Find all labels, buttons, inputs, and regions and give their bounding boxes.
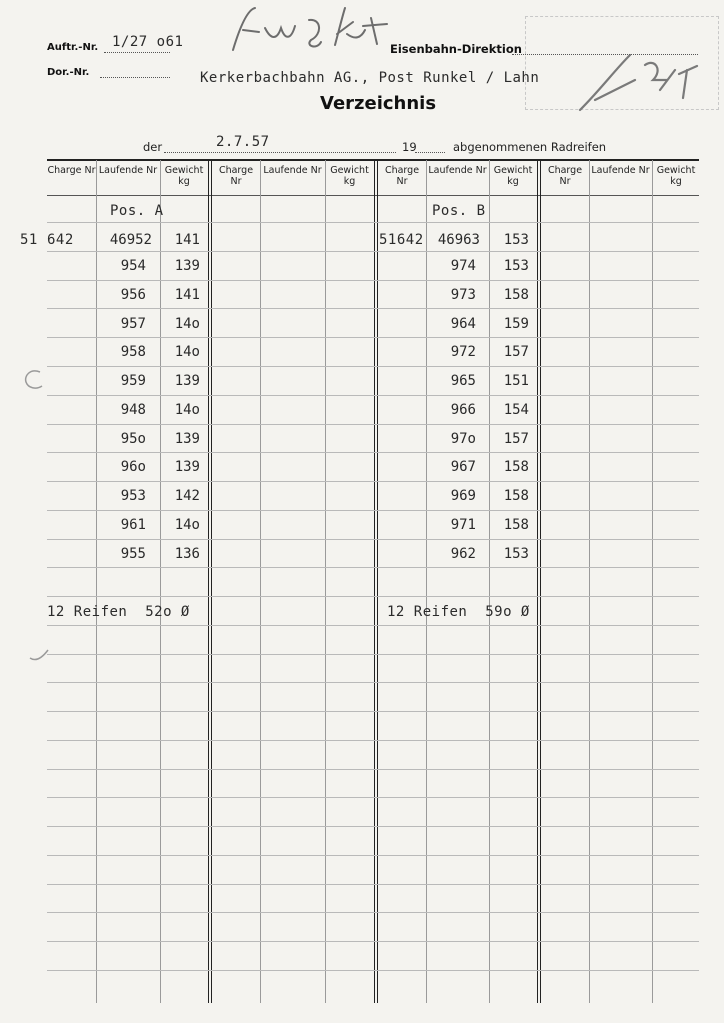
header-gewicht: Gewicht kg: [656, 165, 696, 187]
row-line: [47, 424, 699, 425]
company-line: Kerkerbachbahn AG., Post Runkel / Lahn: [200, 70, 540, 86]
gewicht-cell: 14o: [174, 402, 200, 418]
laufende-cell: 962: [450, 546, 476, 562]
col-sep: [652, 160, 653, 1003]
row-line: [47, 682, 699, 683]
gewicht-cell: 141: [174, 232, 200, 248]
row-line: [47, 769, 699, 770]
header-charge: Charge Nr: [218, 165, 254, 187]
summary-a: 12 Reifen 52o Ø: [47, 604, 190, 620]
gewicht-cell: 158: [503, 459, 529, 475]
row-line: [47, 251, 699, 252]
group-sep: [374, 160, 378, 1003]
pos-a-label: Pos. A: [110, 203, 164, 219]
gewicht-cell: 159: [503, 316, 529, 332]
gewicht-cell: 14o: [174, 517, 200, 533]
dor-dots: [100, 76, 170, 78]
gewicht-cell: 139: [174, 373, 200, 389]
laufende-cell: 964: [450, 316, 476, 332]
row-line: [47, 970, 699, 971]
date-dots: [164, 151, 396, 153]
handwritten-note: [575, 40, 705, 120]
gewicht-cell: 153: [503, 546, 529, 562]
dor-label: Dor.-Nr.: [47, 67, 90, 78]
summary-b: 12 Reifen 59o Ø: [387, 604, 530, 620]
laufende-cell: 948: [120, 402, 146, 418]
table-top-rule: [47, 159, 699, 161]
laufende-cell: 97o: [450, 431, 476, 447]
gewicht-cell: 158: [503, 287, 529, 303]
laufende-cell: 958: [120, 344, 146, 360]
header-laufende: Laufende Nr: [591, 165, 650, 176]
laufende-cell: 96o: [120, 459, 146, 475]
row-line: [47, 452, 699, 453]
row-line: [47, 941, 699, 942]
charge-value: 642: [47, 232, 74, 248]
row-line: [47, 711, 699, 712]
header-gewicht: Gewicht kg: [330, 165, 369, 187]
gewicht-cell: 139: [174, 431, 200, 447]
auftr-value: 1/27 o61: [112, 34, 184, 50]
gewicht-cell: 136: [174, 546, 200, 562]
charge-prefix: 51: [20, 232, 38, 248]
row-line: [47, 337, 699, 338]
header-laufende: Laufende Nr: [263, 165, 322, 176]
row-line: [47, 366, 699, 367]
row-line: [47, 539, 699, 540]
gewicht-cell: 142: [174, 488, 200, 504]
laufende-cell: 954: [120, 258, 146, 274]
gewicht-cell: 158: [503, 488, 529, 504]
row-line: [47, 826, 699, 827]
year-dots: [415, 151, 445, 153]
gewicht-cell: 157: [503, 344, 529, 360]
gewicht-cell: 14o: [174, 316, 200, 332]
laufende-cell: 973: [450, 287, 476, 303]
laufende-cell: 956: [120, 287, 146, 303]
row-line: [47, 510, 699, 511]
gewicht-cell: 153: [503, 232, 529, 248]
col-sep: [589, 160, 590, 1003]
header-laufende: Laufende Nr: [98, 165, 158, 176]
gewicht-cell: 153: [503, 258, 529, 274]
row-line: [47, 855, 699, 856]
gewicht-cell: 139: [174, 258, 200, 274]
auftr-label: Auftr.-Nr.: [47, 42, 99, 53]
laufende-cell: 972: [450, 344, 476, 360]
header-charge: Charge Nr: [547, 165, 583, 187]
gewicht-cell: 151: [503, 373, 529, 389]
laufende-cell: 953: [120, 488, 146, 504]
laufende-cell: 971: [450, 517, 476, 533]
charge-value: 51642: [379, 232, 424, 248]
row-line: [47, 625, 699, 626]
laufende-cell: 967: [450, 459, 476, 475]
page-title: Verzeichnis: [320, 93, 437, 114]
gewicht-cell: 157: [503, 431, 529, 447]
row-line: [47, 740, 699, 741]
laufende-cell: 46963: [437, 232, 480, 248]
header-laufende: Laufende Nr: [428, 165, 487, 176]
direktion-dots: [512, 53, 698, 55]
row-line: [47, 481, 699, 482]
header-charge: Charge Nr: [47, 165, 96, 176]
date-value: 2.7.57: [216, 134, 270, 150]
row-line: [47, 567, 699, 568]
row-line: [47, 797, 699, 798]
gewicht-cell: 141: [174, 287, 200, 303]
header-gewicht: Gewicht kg: [493, 165, 533, 187]
laufende-cell: 95o: [120, 431, 146, 447]
col-sep: [325, 160, 326, 1003]
auftr-dots: [104, 51, 170, 53]
punch-hole-mark: [20, 366, 46, 392]
row-line: [47, 912, 699, 913]
col-sep: [260, 160, 261, 1003]
laufende-cell: 969: [450, 488, 476, 504]
laufende-cell: 965: [450, 373, 476, 389]
laufende-cell: 974: [450, 258, 476, 274]
laufende-cell: 46952: [109, 232, 152, 248]
row-line: [47, 654, 699, 655]
direktion-label: Eisenbahn-Direktion: [390, 42, 522, 56]
gewicht-cell: 139: [174, 459, 200, 475]
punch-hole-mark: [26, 644, 52, 670]
gewicht-cell: 158: [503, 517, 529, 533]
header-gewicht: Gewicht kg: [164, 165, 204, 187]
row-line: [47, 222, 699, 223]
group-sep: [537, 160, 541, 1003]
pos-b-label: Pos. B: [432, 203, 486, 219]
laufende-cell: 959: [120, 373, 146, 389]
der-label: der: [143, 140, 163, 154]
laufende-cell: 966: [450, 402, 476, 418]
handwritten-signature: [225, 0, 405, 60]
row-line: [47, 884, 699, 885]
row-line: [47, 280, 699, 281]
laufende-cell: 957: [120, 316, 146, 332]
header-charge: Charge Nr: [384, 165, 420, 187]
header-bottom-rule: [47, 195, 699, 196]
row-line: [47, 308, 699, 309]
year-prefix: 19: [402, 140, 417, 154]
group-sep: [208, 160, 212, 1003]
row-line: [47, 395, 699, 396]
row-line: [47, 596, 699, 597]
gewicht-cell: 14o: [174, 344, 200, 360]
suffix-label: abgenommenen Radreifen: [453, 140, 607, 154]
laufende-cell: 961: [120, 517, 146, 533]
laufende-cell: 955: [120, 546, 146, 562]
gewicht-cell: 154: [503, 402, 529, 418]
